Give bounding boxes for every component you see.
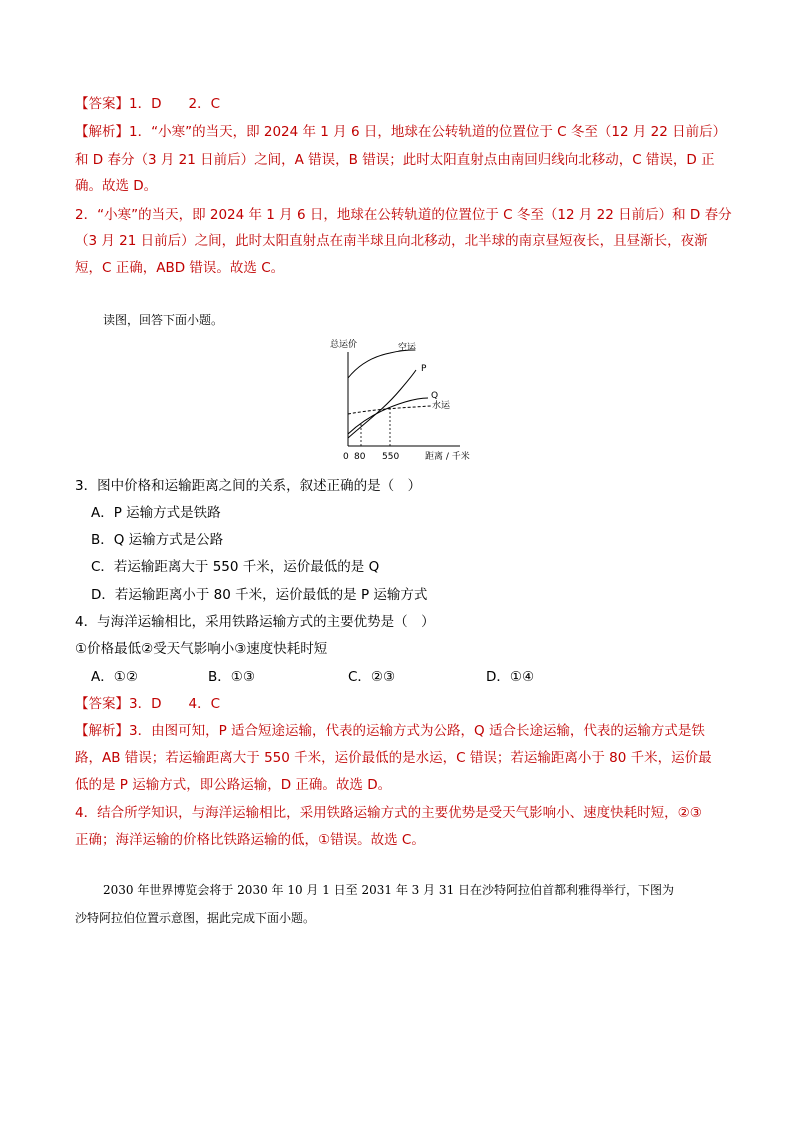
analysis-2-line3: 短，C 正确，ABD 错误。故选 C。	[75, 260, 285, 276]
series-q-label: Q	[431, 391, 439, 401]
series-air-line	[348, 350, 415, 378]
answer-1-2: 【答案】1．D 2．C	[75, 96, 220, 112]
y-axis-label: 总运价	[330, 340, 358, 350]
x-tick-0: 0	[343, 452, 349, 462]
analysis-4-line2: 正确；海洋运输的价格比铁路运输的低，①错误。故选 C。	[75, 832, 425, 848]
series-water-label: 水运	[432, 401, 451, 411]
analysis-2-line1: 2．“小寒”的当天，即 2024 年 1 月 6 日，地球在公转轨道的位置位于 C 冬至（12 月 22 日前后）和 D 春分	[75, 207, 732, 223]
analysis-3-line3: 低的是 P 运输方式，即公路运输，D 正确。故选 D。	[75, 777, 392, 793]
next-intro-line2: 沙特阿拉伯位置示意图，据此完成下面小题。	[75, 911, 316, 925]
series-air-label: 空运	[398, 343, 417, 353]
next-intro-line1: 2030 年世界博览会将于 2030 年 10 月 1 日至 2031 年 3 月 31 日在沙特阿拉伯首都利雅得举行，下图为	[103, 883, 675, 897]
q4-items: ①价格最低②受天气影响小③速度快耗时短	[75, 641, 328, 657]
q4-option-a[interactable]: A．①②	[91, 669, 138, 685]
x-tick-80: 80	[354, 452, 366, 462]
q4-option-b[interactable]: B．①③	[208, 669, 255, 685]
q3-stem: 3．图中价格和运输距离之间的关系，叙述正确的是（ ）	[75, 478, 422, 494]
analysis-4-line1: 4．结合所学知识，与海洋运输相比，采用铁路运输方式的主要优势是受天气影响小、速度快耗时短，②③	[75, 805, 702, 821]
analysis-3-line2: 路，AB 错误；若运输距离大于 550 千米，运价最低的是水运，C 错误；若运输距离小于 80 千米，运价最	[75, 750, 712, 766]
x-axis-label: 距离 / 千米	[425, 452, 470, 462]
q4-option-d[interactable]: D．①④	[486, 669, 535, 685]
analysis-2-line2: （3 月 21 日前后）之间，此时太阳直射点在南半球且向北移动，北半球的南京昼短夜长，且昼渐长，夜渐	[75, 233, 708, 249]
analysis-3-line1: 【解析】3．由图可知，P 适合短途运输，代表的运输方式为公路，Q 适合长途运输，代表的运输方式是铁	[75, 723, 705, 739]
q4-stem: 4．与海洋运输相比，采用铁路运输方式的主要优势是（ ）	[75, 614, 435, 630]
transport-cost-chart	[330, 338, 470, 463]
q4-option-c[interactable]: C．②③	[348, 669, 396, 685]
series-p-label: P	[421, 364, 427, 374]
q3-option-a[interactable]: A．P 运输方式是铁路	[91, 505, 221, 521]
chart-intro: 读图，回答下面小题。	[103, 313, 224, 327]
q3-option-d[interactable]: D．若运输距离小于 80 千米，运价最低的是 P 运输方式	[91, 587, 428, 603]
q3-option-b[interactable]: B．Q 运输方式是公路	[91, 532, 224, 548]
analysis-1-line3: 确。故选 D。	[75, 178, 158, 194]
answer-3-4: 【答案】3．D 4．C	[75, 696, 220, 712]
analysis-1-line2: 和 D 春分（3 月 21 日前后）之间，A 错误，B 错误；此时太阳直射点由南回归线向北移动，C 错误，D 正	[75, 152, 715, 168]
series-p-line	[348, 370, 416, 438]
x-tick-550: 550	[382, 452, 400, 462]
analysis-1-line1: 【解析】1．“小寒”的当天，即 2024 年 1 月 6 日，地球在公转轨道的位置位于 C 冬至（12 月 22 日前后）	[75, 124, 727, 140]
q3-option-c[interactable]: C．若运输距离大于 550 千米，运价最低的是 Q	[91, 559, 380, 575]
